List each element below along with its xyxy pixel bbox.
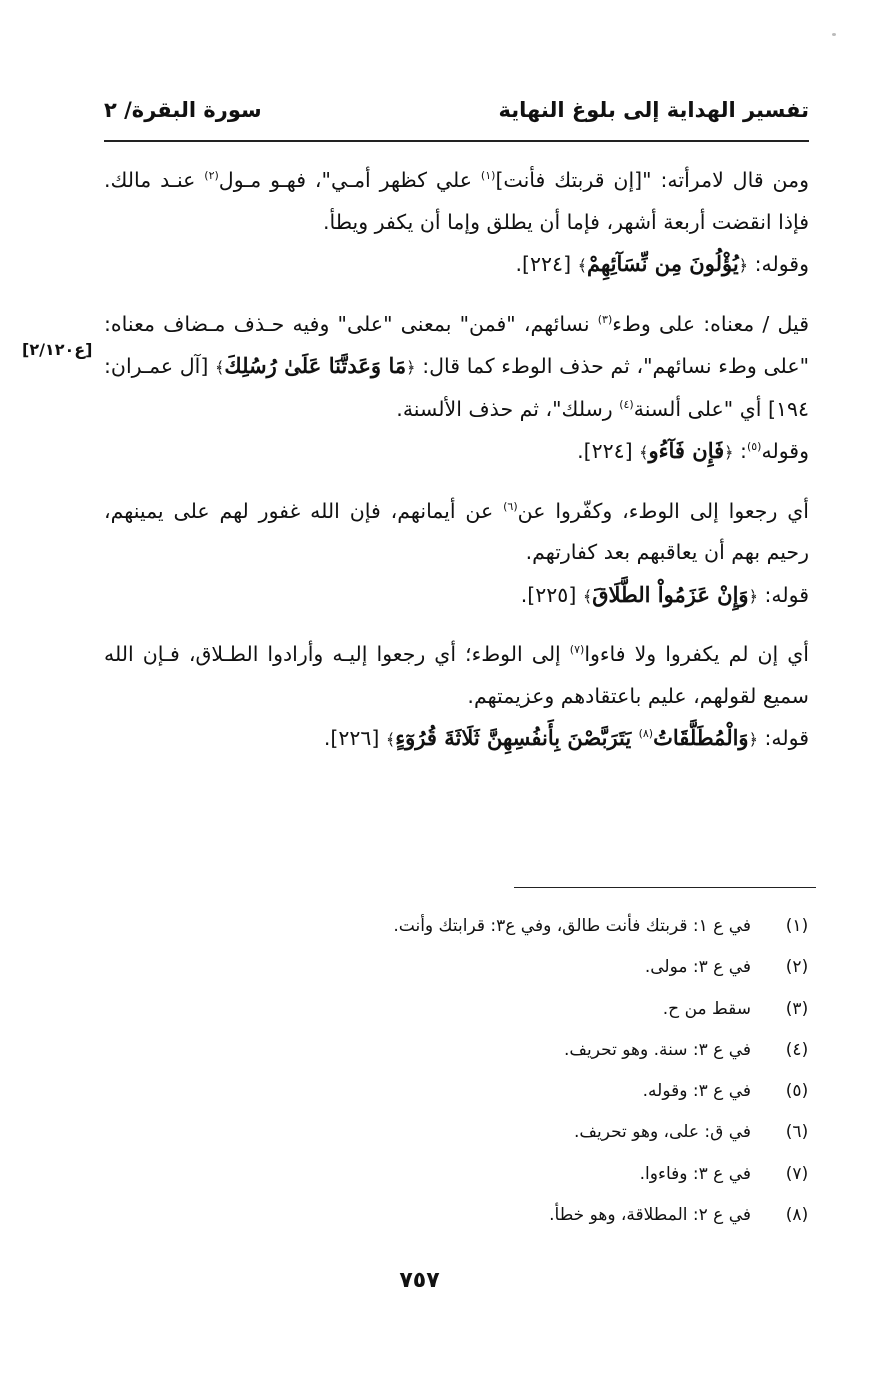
text-run: وقوله xyxy=(761,439,809,463)
text-run: نسائهم، "فمن" بمعنى "على" وفيه حـذف مـضاف معناه: "على وطء نسائهم"، ثم حذف الوطء كما قال: xyxy=(104,311,809,378)
footnote-number: (٢) xyxy=(785,957,809,978)
text-run: أي رجعوا إلى الوطء، وكفّروا عن xyxy=(517,498,809,523)
quran-verse: وَإِنْ عَزَمُواْ الطَّلَاقَ xyxy=(592,581,749,607)
footnote-text: في ع ١: قربتك فأنت طالق، وفي ع٣: قرابتك وأنت. xyxy=(393,916,751,936)
quran-verse: مَا وَعَدتَّنَا عَلَىٰ رُسُلِكَ xyxy=(224,353,407,378)
footnote-marker: (٤) xyxy=(619,397,634,411)
verse-ref: [٢٢٤]. xyxy=(577,439,640,463)
text-run: عنـد مالك. فإذا انقضت أربعة أشهر، فإما أن يطلق وإما أن يكفر ويطأ. xyxy=(104,168,809,234)
quran-verse: فَإِن فَآءُو xyxy=(648,438,725,463)
footnotes xyxy=(257,913,817,1243)
text-run: [آل عمـران: ١٩٤] أي "على ألسنة xyxy=(104,354,809,421)
paragraph-2 xyxy=(104,243,809,287)
footnote-item xyxy=(257,1078,817,1119)
text-run: : xyxy=(733,439,747,463)
quran-open-bracket: ﴿ xyxy=(406,358,416,377)
quran-close-bracket: ﴾ xyxy=(215,358,225,377)
footnote-text: في ق: على، وهو تحريف. xyxy=(573,1122,751,1143)
text-run: قوله: xyxy=(757,582,809,607)
verse-ref: [٢٢٤]. xyxy=(515,252,578,276)
header-rule xyxy=(104,140,809,142)
verse-ref: [٢٢٥]. xyxy=(520,582,583,607)
text-run: قوله: xyxy=(757,726,809,750)
footnote-marker: (٧) xyxy=(569,643,585,657)
text-run: قيل / معناه: على وطء xyxy=(612,311,809,336)
text-run: رسلك"، ثم حذف الألسنة. xyxy=(396,396,620,421)
footnote-number: (٥) xyxy=(785,1081,809,1102)
quran-open-bracket: ﴿ xyxy=(724,443,734,462)
footnote-marker: (٢) xyxy=(204,169,219,183)
text-run: ومن قال لامرأته: "[إن قربتك فأنت] xyxy=(495,168,810,192)
footnote-separator xyxy=(514,887,816,888)
footnote-number: (٣) xyxy=(785,998,809,1019)
quran-close-bracket: ﴾ xyxy=(385,730,396,749)
quran-verse: يُؤْلُونَ مِن نِّسَآئِهِمْ xyxy=(586,251,739,276)
verse-ref: [٢٢٦]. xyxy=(323,726,386,750)
footnote-text: في ع ٢: المطلاقة، وهو خطأ. xyxy=(549,1205,751,1226)
footnote-marker: (٨) xyxy=(638,727,654,741)
margin-manuscript-ref: [ع٢/١٢٠] xyxy=(22,340,93,359)
paragraph-6 xyxy=(104,574,809,618)
text-run: وقوله: xyxy=(748,252,809,276)
page-number: ٧٥٧ xyxy=(399,1268,440,1293)
surah-title: سورة البقرة/ ٢ xyxy=(104,98,262,122)
footnote-number: (١) xyxy=(785,916,809,936)
footnote-item xyxy=(257,1161,817,1202)
paragraph-5 xyxy=(104,491,809,574)
footnote-item xyxy=(257,1037,817,1078)
footnote-item xyxy=(257,1119,817,1160)
footnote-item xyxy=(257,954,817,995)
quran-verse: وَالْمُطَلَّقَاتُ xyxy=(653,725,749,750)
quran-close-bracket: ﴾ xyxy=(639,443,649,462)
running-header xyxy=(104,98,809,132)
text-run: أي إن لم يكفروا ولا فاءوا xyxy=(584,642,809,666)
quran-close-bracket: ﴾ xyxy=(582,586,593,606)
scan-speck xyxy=(832,33,836,36)
quran-open-bracket: ﴿ xyxy=(738,256,749,275)
footnote-item xyxy=(257,913,817,954)
paragraph-8 xyxy=(104,717,809,761)
text-run: عن أيمانهم، فإن الله غفور لهم على يمينهم، رحيم بهم أن يعاقبهم بعد كفارتهم. xyxy=(104,498,809,564)
footnote-number: (٨) xyxy=(785,1205,809,1226)
footnote-text: في ع ٣: وقوله. xyxy=(642,1081,751,1102)
paragraph-3 xyxy=(104,304,809,431)
footnote-text: في ع ٣: سنة. وهو تحريف. xyxy=(564,1039,751,1060)
footnote-text: في ع ٣: وفاءوا. xyxy=(639,1163,751,1184)
footnote-number: (٧) xyxy=(785,1163,809,1184)
book-title: تفسير الهداية إلى بلوغ النهاية xyxy=(498,98,809,122)
paragraph-7 xyxy=(104,634,809,717)
text-run: إلى الوطء؛ أي رجعوا إليـه وأرادوا الطـلاق، فـإن الله سميع لقولهم، عليم باعتقادهم وعزيمتهم. xyxy=(104,642,809,708)
footnote-text: سقط من ح. xyxy=(662,998,751,1019)
paragraph-1 xyxy=(104,160,809,243)
footnote-number: (٤) xyxy=(785,1039,809,1060)
footnote-text: في ع ٣: مولى. xyxy=(644,957,751,978)
quran-close-bracket: ﴾ xyxy=(577,256,587,275)
quran-open-bracket: ﴿ xyxy=(748,586,758,606)
footnote-item xyxy=(257,996,817,1037)
quran-verse: يَتَرَبَّصْنَ بِأَنفُسِهِنَّ ثَلَاثَةَ قُرُوٓءٍ xyxy=(395,725,639,750)
main-text xyxy=(104,160,809,761)
quran-open-bracket: ﴿ xyxy=(748,730,758,749)
footnote-marker: (٦) xyxy=(503,499,518,513)
paragraph-4 xyxy=(104,430,809,474)
text-run: علي كظهر أمـي"، فهـو مـول xyxy=(218,168,481,192)
footnote-item xyxy=(257,1202,817,1243)
footnote-marker: (٣) xyxy=(597,312,613,326)
footnote-number: (٦) xyxy=(785,1122,809,1143)
footnote-marker: (٥) xyxy=(746,440,762,454)
footnote-marker: (١) xyxy=(480,169,496,183)
